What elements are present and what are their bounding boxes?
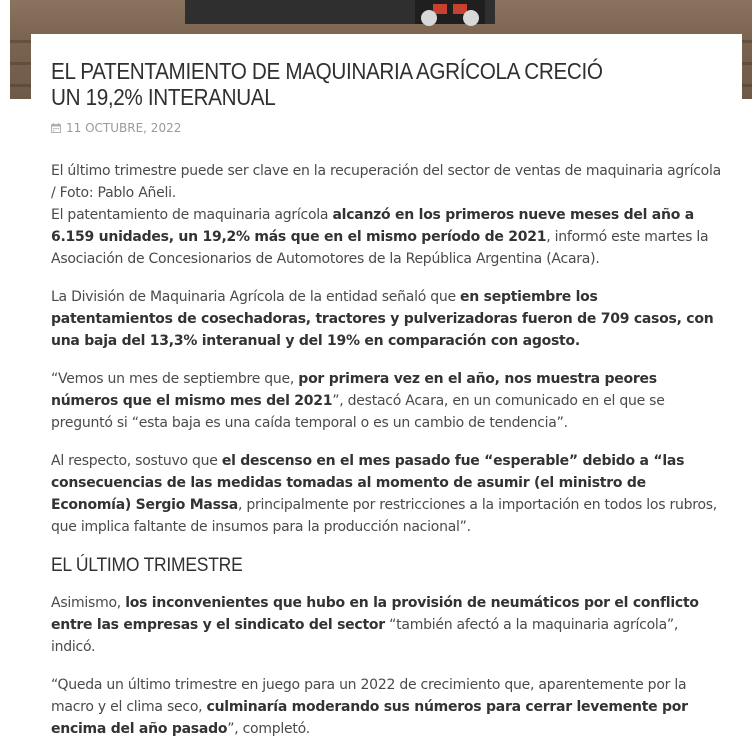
article-title: EL PATENTAMIENTO DE MAQUINARIA AGRÍCOLA CRECIÓ UN 19,2% INTERANUAL [51, 58, 603, 110]
photo-caption: El último trimestre puede ser clave en la recuperación del sector de ventas de maquinaria agrícola / Foto: Pablo Añeli. [51, 163, 721, 201]
article-date [51, 121, 181, 135]
harvester-image [185, 0, 495, 24]
date-text: 11 OCTUBRE, 2022 [66, 121, 182, 135]
paragraph: “Vemos un mes de septiembre que, por primera vez en el año, nos muestra peores números que el mismo mes del 2021”, destacó Acara, en un comunicado en el que se preguntó si “esta baja es una caída temporal o es un cambio de tendencia”. [51, 371, 665, 431]
paragraph: Asimismo, los inconvenientes que hubo en la provisión de neumáticos por el conflicto entre las empresas y el sindicato del sector “también afectó a la maquinaria agrícola”, indicó. [51, 595, 699, 655]
bold-text: culminaría moderando sus números para cerrar levemente por encima del año pasado [51, 699, 688, 737]
calendar-icon [51, 123, 61, 133]
article-body [51, 160, 723, 756]
bold-text: alcanzó en los primeros nueve meses del año a 6.159 unidades, un 19,2% más que en el mismo período de 2021 [51, 207, 694, 245]
section-heading: EL ÚLTIMO TRIMESTRE [51, 555, 243, 576]
paragraph: “Queda un último trimestre en juego para un 2022 de crecimiento que, aparentemente por la macro y el clima seco, culminaría moderando sus números para cerrar levemente por encima del año pasado”, completó. [51, 677, 688, 737]
paragraph-caption: El último trimestre puede ser clave en la recuperación del sector de ventas de maquinaria agrícola / Foto: Pablo Añeli. El patentamiento de maquinaria agrícola alcanzó en los primeros nueve meses del año a 6.159 unidades, un 19,2% más que en el mismo período de 2021, informó este martes la Asociación de Concesionarios de Automotores de la República Argentina (Acara). [51, 163, 721, 267]
paragraph: Al respecto, sostuvo que el descenso en el mes pasado fue “esperable” debido a “las consecuencias de las medidas tomadas al momento de asumir (el ministro de Economía) Sergio Massa, principalmente por restricciones a la importación en todos los rubros, que implica faltante de insumos para la producción nacional”. [51, 453, 718, 535]
bold-text: por primera vez en el año, nos muestra peores números que el mismo mes del 2021 [51, 371, 657, 409]
bold-text: en septiembre los patentamientos de cosechadoras, tractores y pulverizadoras fueron de 709 casos, con una baja del 13,3% interanual y del 19% en comparación con agosto. [51, 289, 714, 349]
bold-text: los inconvenientes que hubo en la provisión de neumáticos por el conflicto entre las empresas y el sindicato del sector [51, 595, 699, 633]
paragraph: La División de Maquinaria Agrícola de la entidad señaló que en septiembre los patentamientos de cosechadoras, tractores y pulverizadoras fueron de 709 casos, con una baja del 13,3% interanual y del 19% en comparación con agosto. [51, 289, 714, 349]
bold-text: el descenso en el mes pasado fue “esperable” debido a “las consecuencias de las medidas tomadas al momento de asumir (el ministro de Economía) Sergio Massa [51, 453, 685, 513]
